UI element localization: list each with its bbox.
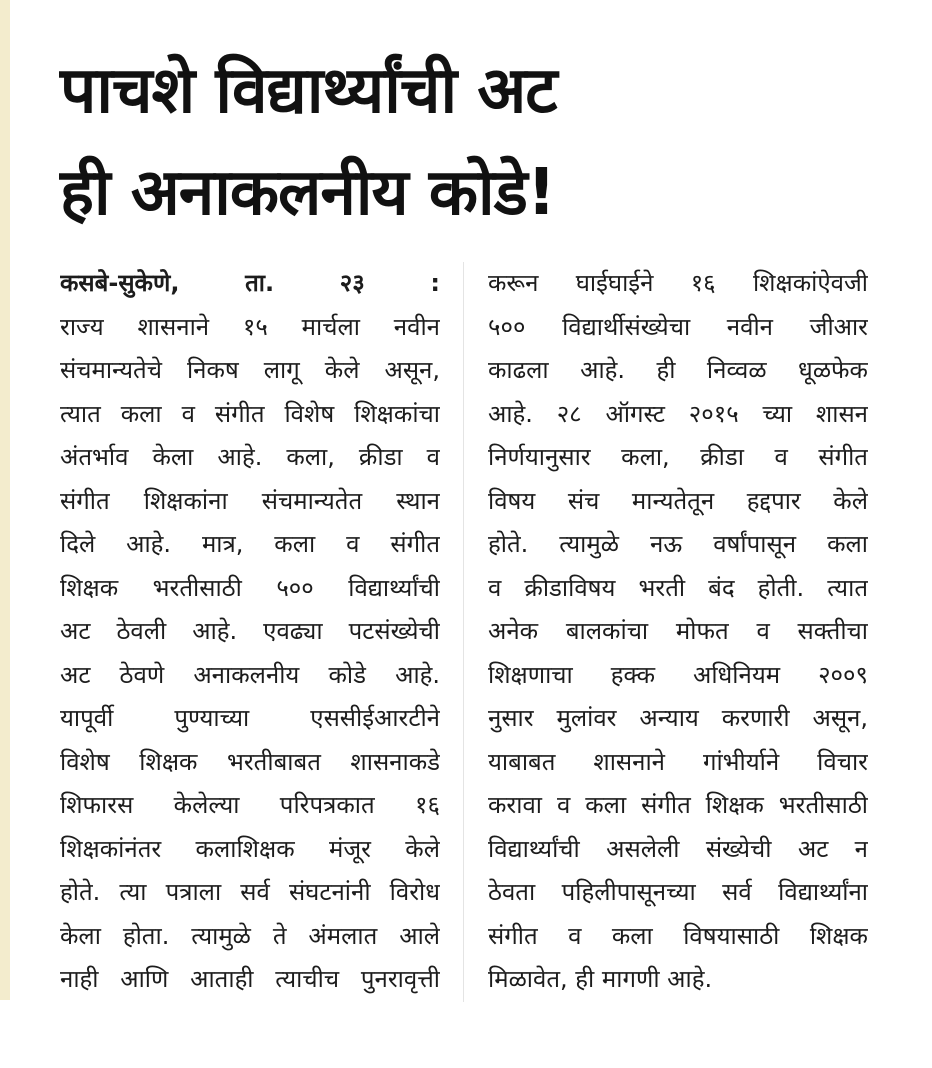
article-column-left (60, 262, 440, 1002)
article-line: नुसार मुलांवर अन्याय करणारी असून, (488, 704, 868, 732)
article-line: काढला आहे. ही निव्वळ धूळफेक (488, 356, 868, 384)
article-line: शिक्षकांनंतर कलाशिक्षक मंजूर केले (60, 834, 440, 863)
page-edge-strip (0, 0, 10, 1000)
article-line: मिळावेत, ही मागणी आहे. (488, 965, 713, 993)
article-line: अनेक बालकांचा मोफत व सक्तीचा (488, 617, 868, 645)
article-line: होते. त्यामुळे नऊ वर्षांपासून कला (488, 530, 868, 558)
article-line: संचमान्यतेचे निकष लागू केले असून, (60, 356, 440, 384)
article-line: अट ठेवणे अनाकलनीय कोडे आहे. (60, 660, 440, 689)
article-column-right (488, 262, 868, 1002)
article-line: राज्य शासनाने १५ मार्चला नवीन (60, 312, 440, 341)
headline (60, 40, 900, 244)
article-line: संगीत व कला विषयासाठी शिक्षक (488, 921, 868, 950)
column-divider (463, 262, 464, 1002)
article-line: नाही आणि आताही त्याचीच पुनरावृत्ती (60, 965, 440, 993)
article-line: व क्रीडाविषय भरती बंद होती. त्यात (488, 573, 868, 602)
article-line: शिक्षक भरतीसाठी ५०० विद्यार्थ्यांची (60, 573, 440, 602)
headline-line-2: ही अनाकलनीय कोडे! (60, 156, 556, 230)
article-line: त्यात कला व संगीत विशेष शिक्षकांचा (60, 399, 440, 428)
article-line: दिले आहे. मात्र, कला व संगीत (60, 530, 440, 558)
article-line: संगीत शिक्षकांना संचमान्यतेत स्थान (60, 486, 440, 515)
article-line: विद्यार्थ्यांची असलेली संख्येची अट न (488, 834, 868, 863)
article-line: करून घाईघाईने १६ शिक्षकांऐवजी (488, 269, 868, 297)
article-line: अट ठेवली आहे. एवढ्या पटसंख्येची (60, 617, 440, 645)
article-line: विशेष शिक्षक भरतीबाबत शासनाकडे (60, 747, 440, 776)
article-line: शिक्षणाचा हक्क अधिनियम २००९ (488, 660, 868, 689)
article-line: आहे. २८ ऑगस्ट २०१५ च्या शासन (488, 399, 868, 428)
article-line: केला होता. त्यामुळे ते अंमलात आले (60, 921, 440, 950)
article-line: ५०० विद्यार्थीसंख्येचा नवीन जीआर (488, 312, 868, 341)
article-line: निर्णयानुसार कला, क्रीडा व संगीत (488, 443, 868, 471)
article-dateline: कसबे-सुकेणे, ता. २३ : (60, 269, 440, 297)
headline-line-1: पाचशे विद्यार्थ्यांची अट (60, 54, 557, 128)
article-line: शिफारस केलेल्या परिपत्रकात १६ (60, 791, 440, 819)
article-line: अंतर्भाव केला आहे. कला, क्रीडा व (60, 443, 440, 471)
article-line: विषय संच मान्यतेतून हद्दपार केले (488, 486, 868, 515)
article-line: होते. त्या पत्राला सर्व संघटनांनी विरोध (60, 878, 440, 906)
article-line: याबाबत शासनाने गांभीर्याने विचार (488, 747, 868, 776)
article-line: करावा व कला संगीत शिक्षक भरतीसाठी (488, 791, 868, 819)
article-line: यापूर्वी पुण्याच्या एससीईआरटीने (60, 704, 440, 732)
article-line: ठेवता पहिलीपासूनच्या सर्व विद्यार्थ्यांना (488, 878, 868, 906)
